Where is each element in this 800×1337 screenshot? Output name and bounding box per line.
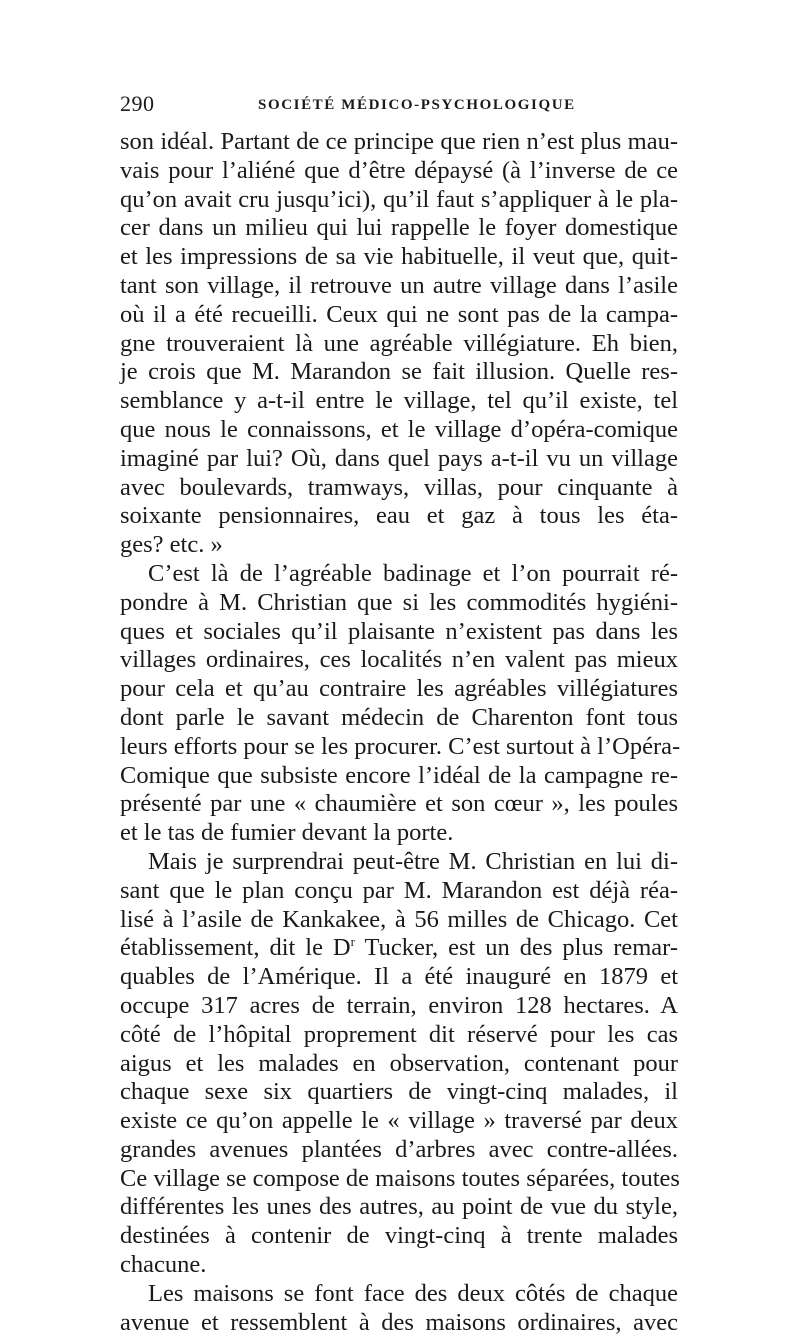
text-line bbox=[120, 301, 678, 330]
text-line-content: grandes avenues plantées d’arbres avec contre-allées. bbox=[120, 1135, 678, 1163]
text-line-content: Les maisons se font face des deux côtés de chaque bbox=[148, 1279, 678, 1307]
text-line-content: pondre à M. Christian que si les commodités hygiéni- bbox=[120, 588, 678, 616]
text-line-content: villages ordinaires, ces localités n’en valent pas mieux bbox=[120, 646, 678, 674]
text-line bbox=[120, 128, 678, 157]
text-line-content: sant que le plan conçu par M. Marandon est déjà réa- bbox=[120, 876, 678, 904]
text-line bbox=[120, 531, 678, 560]
text-line bbox=[120, 330, 678, 359]
text-line bbox=[120, 992, 678, 1021]
text-line-content: lisé à l’asile de Kankakee, à 56 milles de Chicago. Cet bbox=[120, 905, 678, 933]
text-line bbox=[120, 560, 678, 589]
text-line bbox=[120, 877, 678, 906]
text-line-content: imaginé par lui? Où, dans quel pays a-t-il vu un village bbox=[120, 444, 678, 472]
text-line-content: Comique que subsiste encore l’idéal de la campagne re- bbox=[120, 761, 678, 789]
text-line bbox=[120, 1050, 678, 1079]
text-line-content: aigus et les malades en observation, contenant pour bbox=[120, 1049, 678, 1077]
text-line bbox=[120, 732, 681, 762]
text-line-content: et les impressions de sa vie habituelle, il veut que, quit- bbox=[120, 243, 678, 271]
text-line-content: Ce village se compose de maisons toutes séparées, toutes bbox=[120, 1164, 680, 1192]
text-line bbox=[120, 704, 678, 733]
text-line-content: tant son village, il retrouve un autre village dans l’asile bbox=[120, 271, 678, 299]
text-line bbox=[120, 618, 678, 647]
text-line bbox=[120, 1136, 678, 1165]
text-line bbox=[120, 387, 678, 416]
page-number: 290 bbox=[120, 91, 155, 116]
text-line bbox=[120, 790, 678, 819]
text-line-content: occupe 317 acres de terrain, environ 128 hectares. A bbox=[120, 991, 678, 1019]
text-line bbox=[120, 1165, 678, 1194]
text-line-content: C’est là de l’agréable badinage et l’on pourrait ré- bbox=[148, 559, 678, 587]
text-line-content: semblance y a-t-il entre le village, tel qu’il existe, tel bbox=[120, 387, 678, 415]
text-line-content: et le tas de fumier devant la porte. bbox=[120, 819, 454, 847]
text-line-content: cer dans un milieu qui lui rappelle le foyer domestique bbox=[120, 214, 678, 242]
text-line bbox=[120, 1193, 678, 1222]
text-line bbox=[120, 358, 678, 387]
text-line-content: son idéal. Partant de ce principe que rien n’est plus mau- bbox=[120, 128, 678, 155]
text-line-content: ges? etc. » bbox=[120, 531, 223, 559]
text-line bbox=[120, 934, 678, 963]
text-line-content: soixante pensionnaires, eau et gaz à tous les éta- bbox=[120, 502, 678, 530]
text-line-content: Mais je surprendrai peut-être M. Christian en lui di- bbox=[148, 847, 678, 875]
text-line bbox=[120, 186, 678, 215]
text-line-content: leurs efforts pour se les procurer. C’est surtout à l’Opéra- bbox=[120, 732, 681, 760]
running-title: SOCIÉTÉ MÉDICO-PSYCHOLOGIQUE bbox=[258, 97, 576, 113]
text-line-content: je crois que M. Marandon se fait illusion. Quelle res- bbox=[120, 358, 678, 386]
text-line bbox=[120, 819, 678, 848]
text-line bbox=[120, 589, 678, 618]
text-line bbox=[120, 1107, 678, 1136]
text-line bbox=[120, 474, 678, 503]
text-line-content: présenté par une « chaumière et son cœur », les poules bbox=[120, 790, 678, 818]
text-line-content: qu’on avait cru jusqu’ici), qu’il faut s’appliquer à le pla- bbox=[120, 185, 678, 213]
text-line-content: que nous le connaissons, et le village d’opéra-comique bbox=[120, 415, 678, 443]
text-line-content: où il a été recueilli. Ceux qui ne sont pas de la campa- bbox=[120, 300, 678, 328]
text-line-content: quables de l’Amérique. Il a été inauguré en 1879 et bbox=[120, 963, 678, 991]
text-line bbox=[120, 445, 678, 474]
text-line bbox=[120, 1251, 678, 1280]
text-line bbox=[120, 1309, 678, 1337]
text-line bbox=[120, 848, 678, 877]
text-line bbox=[120, 1078, 678, 1107]
text-line-content: avenue et ressemblent à des maisons ordinaires, avec bbox=[120, 1308, 678, 1336]
body-text bbox=[120, 128, 681, 1337]
text-line-content: chaque sexe six quartiers de vingt-cinq malades, il bbox=[120, 1078, 678, 1106]
text-line-content: destinées à contenir de vingt-cinq à trente malades bbox=[120, 1222, 678, 1250]
text-line bbox=[120, 214, 678, 243]
text-line bbox=[120, 675, 678, 704]
text-line bbox=[120, 416, 678, 445]
text-line bbox=[120, 243, 678, 272]
text-line-content: vais pour l’aliéné que d’être dépaysé (à l’inverse de ce bbox=[120, 156, 678, 184]
text-line-content: gne trouveraient là une agréable villégiature. Eh bien, bbox=[120, 329, 678, 357]
running-head bbox=[120, 92, 680, 116]
text-line bbox=[120, 272, 678, 301]
text-line-content: chacune. bbox=[120, 1251, 207, 1279]
text-line-content: côté de l’hôpital proprement dit réservé pour les cas bbox=[120, 1020, 678, 1048]
text-line-content: différentes les unes des autres, au point de vue du style, bbox=[120, 1193, 678, 1221]
text-line-content: pour cela et qu’au contraire les agréables villégiatures bbox=[120, 675, 678, 703]
text-line bbox=[120, 762, 678, 791]
text-line bbox=[120, 1280, 678, 1309]
text-line-content: établissement, dit le D bbox=[120, 934, 351, 962]
text-line bbox=[120, 963, 678, 992]
text-line bbox=[120, 1222, 678, 1251]
text-line bbox=[120, 646, 678, 675]
text-line bbox=[120, 502, 678, 531]
text-line-continuation: Tucker, est un des plus remar- bbox=[354, 934, 678, 962]
text-line bbox=[120, 1021, 678, 1050]
superscript: r bbox=[350, 934, 355, 950]
text-line bbox=[120, 906, 678, 935]
text-line-content: existe ce qu’on appelle le « village » traversé par deux bbox=[120, 1107, 678, 1135]
text-line-content: avec boulevards, tramways, villas, pour cinquante à bbox=[120, 473, 678, 501]
text-line-content: dont parle le savant médecin de Charenton font tous bbox=[120, 703, 678, 731]
text-line bbox=[120, 157, 678, 186]
text-line-content: ques et sociales qu’il plaisante n’existent pas dans les bbox=[120, 617, 678, 645]
